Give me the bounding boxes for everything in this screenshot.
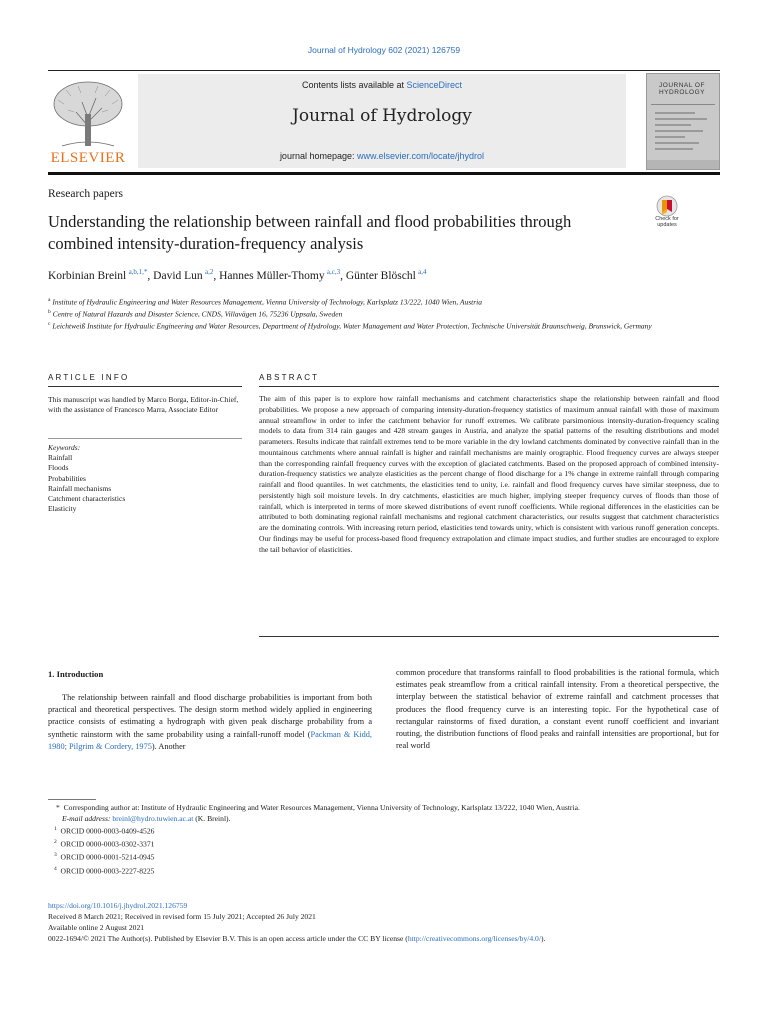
received-dates: Received 8 March 2021; Received in revised form 15 July 2021; Accepted 26 July 2021 [48,912,316,921]
affiliation-text: Leichtweiß Institute for Hydraulic Engineering and Water Resources, Department of Hydrology, Water Management and Water Protection, Technische Universität Braunschweig, Brunswick, Germany [52,321,652,331]
license-line [48,934,728,945]
contents-lists-line [138,80,626,90]
doi-link[interactable]: https://doi.org/10.1016/j.jhydrol.2021.126759 [48,901,188,910]
orcid-mark: 3 [54,852,57,859]
author-list: Korbinian Breinl $^{a,b,1,*}$, David Lun $^{a,2}$, Hannes Müller-Thomy $^{a,c,3}$, Günter Blöschl $^{a,4}$ [48,268,427,282]
orcid-text[interactable]: ORCID 0000-0003-0302-3371 [60,839,155,849]
author-affiliation-marks[interactable]: a,b,1,* [128,268,148,276]
header-bottom-rule [48,172,720,175]
journal-title: Journal of Hydrology [292,106,472,126]
homepage-label: journal homepage: [279,151,357,161]
intro-left-column [48,692,372,753]
available-online-date: Available online 2 August 2021 [48,922,145,932]
author-affiliation-marks[interactable]: a,2 [205,268,214,276]
keywords-list [48,443,242,514]
article-info-heading: ARTICLE INFO [48,373,130,382]
editor-note: This manuscript was handled by Marco Borga, Editor-in-Chief, with the assistance of Francesco Marra, Associate Editor [48,395,239,414]
affiliation-a [48,295,708,308]
abstract-body: The aim of this paper is to explore how rainfall mechanisms and catchment characteristics shape the relationship between rainfall and flood probabilities. We propose a new approach of comparing intensity-duration-frequency statistics of maximum annual rainfall with those of maximum annual streamflow in order to infer the catchment behavior for runoff extremes. We calibrate parsimonious intensity-duration-frequency scaling models to data from 314 rain gauges and 428 stream gauges in Austria, and analyze the spatial patterns of the resulting distributions and model parameters. Results indicate that rainfall extremes tend to be more variable in the dry lowland catchments dominated by convective rainfall than in the mountainous catchments where annual rainfall is higher and rainfall mechanisms are mainly orographic. Flood frequency curves are always steeper than the corresponding rainfall frequency curves with the exception of glaciated catchments. Based on the proposed approach of combined intensity-duration-frequency statistics we analyze elasticities as the percent change of flood discharge for a 1% change in extreme rainfall through comparing rainfall and flood quantiles. In wet catchments, the elasticities tend to unity, i.e. rainfall and flood frequency curves have similar steepness, due to persistently high soil moisture levels. In dry catchments, elasticities are much higher, implying steeper frequency curves of floods than those of rainfall, which is interpreted in terms of more skewed distributions of event runoff coefficients. While regional differences in the elasticities can be attributed to both dominating regional rainfall mechanisms and regional catchment characteristics, our results suggest that catchment characteristics are the dominating controls. With increasing return period, elasticities tend towards unity, which is consistent with various runoff generation concepts. Our findings may be useful for process-based flood frequency extrapolation and climate impact studies, and further studies are encouraged to explore the tail behavior of elasticities. [259,394,719,554]
author-affiliation-marks[interactable]: a,c,3 [326,268,341,276]
elsevier-wordmark: ELSEVIER [50,150,126,166]
keyword-item: Floods [48,463,69,473]
email-line [62,814,720,825]
orcid-line [54,824,720,837]
license-prefix: 0022-1694/© 2021 The Author(s). Published by Elsevier B.V. This is an open access article under the CC BY license ( [48,933,408,943]
article-title: Understanding the relationship between rainfall and flood probabilities through combined intensity-duration-frequency analysis [48,212,572,253]
publication-dates [48,912,728,944]
intro-citation-link[interactable]: Packman & Kidd, 1980; Pilgrim & Cordery, 1975 [48,729,372,751]
corresponding-text: Corresponding author at: Institute of Hydraulic Engineering and Water Resources Management, Vienna University of Technology, Karlsplatz 13/222, 1040 Wien, Austria. [63,803,580,812]
cover-title: JOURNAL OF HYDROLOGY [658,82,706,96]
homepage-link[interactable]: www.elsevier.com/locate/jhydrol [357,151,485,161]
affiliation-c [48,319,708,332]
orcid-text[interactable]: ORCID 0000-0003-0409-4526 [60,826,155,836]
contents-prefix: Contents lists available at [301,80,407,90]
affiliation-text: Institute of Hydraulic Engineering and Water Resources Management, Vienna University of Technology, Karlsplatz 13/222, 1040 Wien, Austria [52,297,483,307]
author-name[interactable]: Günter Blöschl [345,269,416,282]
author-name[interactable]: Korbinian Breinl [48,269,127,282]
intro-left-text-end: ). Another [151,741,186,751]
affiliation-mark: c [48,321,51,327]
keyword-item: Probabilities [48,473,86,483]
orcid-mark: 4 [54,865,57,872]
article-info-rule [48,386,242,387]
orcid-text[interactable]: ORCID 0000-0001-5214-0945 [60,852,155,862]
footnotes [48,803,720,877]
keyword-item: Rainfall [48,453,73,463]
author-name[interactable]: David Lun [153,269,203,282]
orcid-line [54,837,720,850]
affiliation-b [48,307,708,320]
journal-citation[interactable]: Journal of Hydrology 602 (2021) 126759 [307,45,461,55]
keyword-item: Elasticity [48,504,77,514]
license-suffix: ). [540,933,546,943]
orcid-line [54,850,720,863]
author-affiliation-marks[interactable]: a,4 [418,268,427,276]
affiliation-text: Centre of Natural Hazards and Disaster Science, CNDS, Villavägen 16, 75236 Uppsala, Sweden [52,309,343,319]
corresponding-author-note: * Corresponding author at: Institute of Hydraulic Engineering and Water Resources Management, Vienna University of Technology, Karlsplatz 13/222, 1040 Wien, Austria. [56,803,580,812]
license-link[interactable]: http://creativecommons.org/licenses/by/4.0/ [407,933,541,943]
affiliation-mark: b [48,309,51,315]
sciencedirect-link[interactable]: ScienceDirect [406,80,463,90]
abstract-heading: ABSTRACT [259,373,320,382]
check-for-updates-button[interactable] [648,194,686,232]
intro-right-column: common procedure that transforms rainfall to flood probabilities is the rational formula, which estimates peak streamflow from a critical rainfall intensity. From a theoretical perspective, the interplay between the statistical behavior of extreme rainfall and catchment processes that produces the flood frequency curve is an interesting topic. For the hypothetical case of rectangular rainstorms of fixed duration, a constant event runoff coefficient and invariant routing, the distribution functions of flood peaks and rainfall intensities are proportional, but for real world [396,668,719,751]
keyword-item: Rainfall mechanisms [48,483,112,493]
header-top-rule [48,70,720,71]
article-section-label: Research papers [48,188,124,200]
check-updates-label: Check for updates [655,216,679,228]
abstract-rule [259,386,719,387]
orcid-line [54,864,720,877]
affiliation-mark: a [48,297,51,303]
email-suffix: (K. Breinl). [193,813,231,823]
footnote-rule [48,799,96,800]
keyword-item: Catchment characteristics [48,494,126,504]
orcid-mark: 2 [54,839,57,846]
abstract-bottom-rule [259,636,719,637]
orcid-text[interactable]: ORCID 0000-0003-2227-8225 [60,866,155,876]
author-name[interactable]: Hannes Müller-Thomy [219,269,325,282]
orcid-mark: 1 [54,826,57,833]
email-label: E-mail address: [62,813,113,823]
introduction-heading: 1. Introduction [48,669,104,679]
email-link[interactable]: breinl@hydro.tuwien.ac.at [112,813,194,823]
keywords-label: Keywords: [48,443,81,452]
intro-left-text: The relationship between rainfall and flood discharge probabilities is important from both practical and theoretical perspectives. The design storm method widely applied in engineering practice consists of estimating a hydrograph with given peak discharge probability from a synthetic rainstorm with the same probability using a rainfall-runoff model ( [48,693,372,739]
keywords-rule [48,438,242,439]
journal-homepage-line [138,151,626,161]
